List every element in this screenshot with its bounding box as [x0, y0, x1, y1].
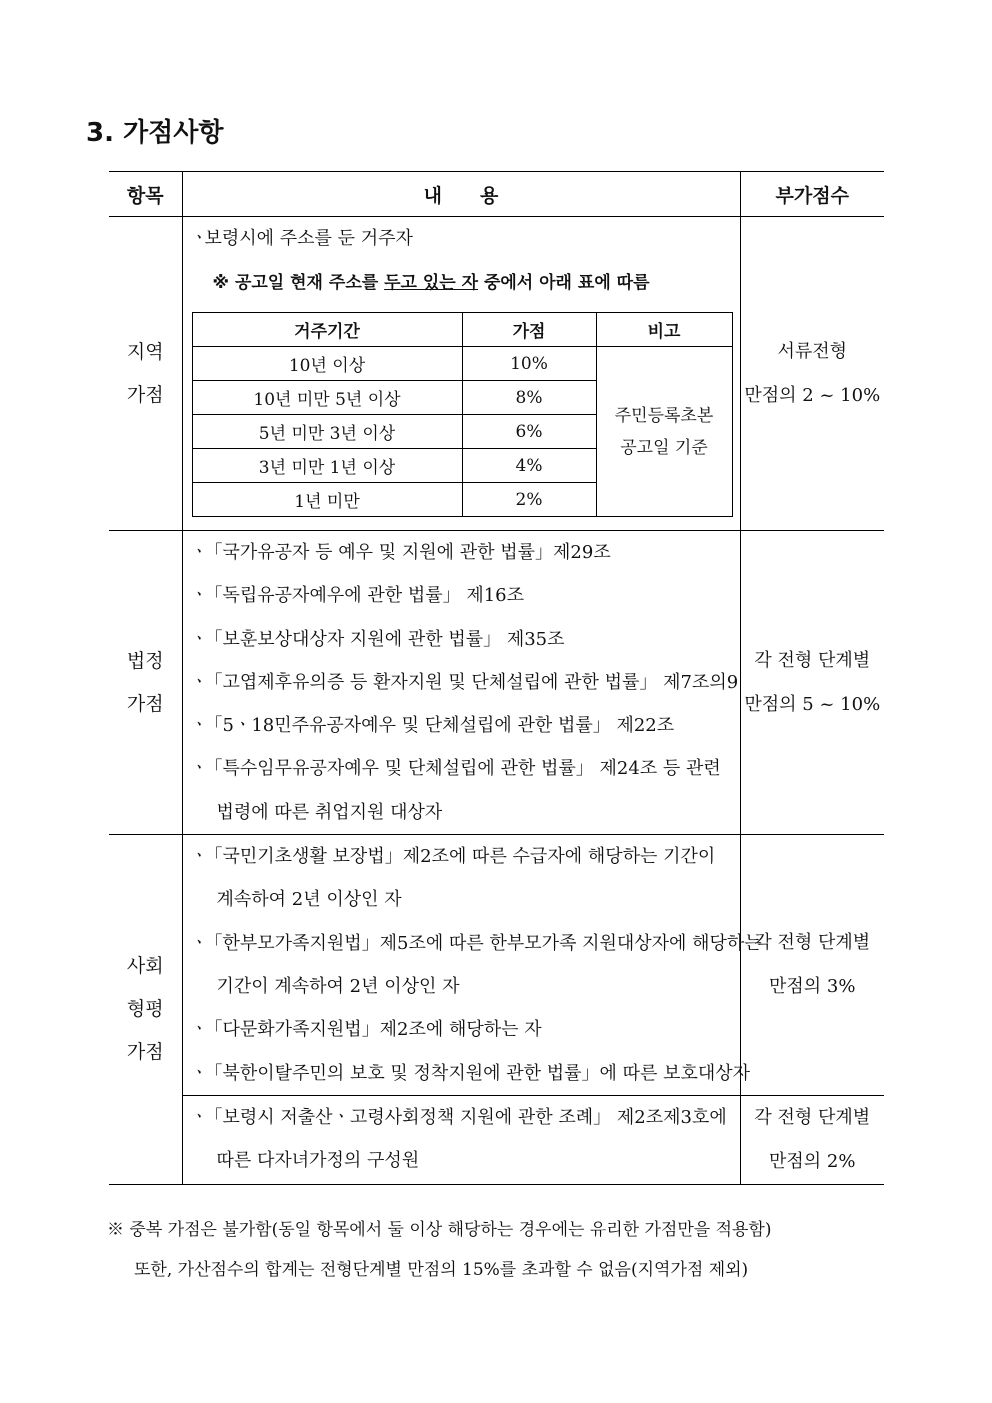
- list-item: ㆍ 「국가유공자 등 예우 및 지원에 관한 법률」제29조: [190, 542, 611, 563]
- regional-score: 서류전형 만점의 2 ~ 10%: [740, 217, 884, 531]
- social-category: 사회 형평 가점: [109, 835, 182, 1185]
- list-item: ㆍ 「고엽제후유의증 등 환자지원 및 단체설립에 관한 법률」 제7조의9: [190, 671, 739, 693]
- header-category: 항목: [109, 172, 182, 217]
- social-score: 각 전형 단계별 만점의 3%: [740, 835, 884, 1096]
- residence-period-table: [192, 312, 733, 517]
- table-row: 5년 미만 3년 이상 6%: [192, 415, 732, 449]
- regional-note: ※ 공고일 현재 주소를 두고 있는 자 중에서 아래 표에 따름: [212, 273, 650, 293]
- regional-row: [109, 217, 884, 531]
- list-item: ㆍ 「다문화가족지원법」제2조에 해당하는 자: [190, 1019, 542, 1041]
- list-item: ㆍ 「독립유공자예우에 관한 법률」 제16조: [190, 585, 524, 607]
- social-sub-row: [109, 1095, 884, 1184]
- social-sub-score: 각 전형 단계별 만점의 2%: [740, 1095, 884, 1184]
- social-row: [109, 835, 884, 1096]
- inner-header-row: [192, 313, 732, 347]
- footnote-line-2: 또한, 가산점수의 합계는 전형단계별 만점의 15%를 초과할 수 없음(지역가점 제외): [134, 1260, 749, 1280]
- table-row: 3년 미만 1년 이상 4%: [192, 449, 732, 483]
- list-item: ㆍ 「한부모가족지원법」제5조에 따른 한부모가족 지원대상자에 해당하는 기간이 계속하여 2년 이상인 자: [190, 932, 762, 997]
- header-content: 내 용: [182, 172, 740, 217]
- legal-row: [109, 531, 884, 835]
- legal-content: [182, 531, 740, 835]
- section-title: 3. 가점사항: [86, 118, 224, 148]
- table-header-row: [109, 172, 884, 217]
- regional-category: 지역 가점: [109, 217, 182, 531]
- social-content: [182, 835, 762, 1096]
- footnote: [107, 1210, 887, 1290]
- memo-cell: 주민등록초본 공고일 기준: [596, 347, 732, 517]
- list-item: ㆍ 보령시에 주소를 둔 거주자: [191, 217, 734, 260]
- inner-header-points: 가점: [462, 313, 596, 347]
- list-item: ㆍ 「북한이탈주민의 보호 및 정착지원에 관한 법률」에 따른 보호대상자: [190, 1062, 751, 1084]
- list-item: ㆍ 「국민기초생활 보장법」제2조에 따른 수급자에 해당하는 기간이 계속하여 2년 이상인 자: [190, 846, 716, 911]
- bullet-dot-icon: ㆍ: [190, 228, 208, 249]
- bonus-points-table: [109, 171, 884, 1185]
- inner-header-period: 거주기간: [192, 313, 462, 347]
- legal-score: 각 전형 단계별 만점의 5 ~ 10%: [740, 531, 884, 835]
- table-row: 1년 미만 2%: [192, 483, 732, 517]
- list-item: ㆍ 「5ㆍ18민주유공자예우 및 단체설립에 관한 법률」 제22조: [190, 715, 675, 737]
- legal-category: 법정 가점: [109, 531, 182, 835]
- table-row: 10년 이상 10% 주민등록초본 공고일 기준: [192, 347, 732, 381]
- table-row: 10년 미만 5년 이상 8%: [192, 381, 732, 415]
- inner-header-memo: 비고: [596, 313, 732, 347]
- regional-content: [182, 217, 740, 531]
- social-sub-content: [182, 1095, 740, 1184]
- header-score: 부가점수: [740, 172, 884, 217]
- list-item: ㆍ 「특수임무유공자예우 및 단체설립에 관한 법률」 제24조 등 관련 법령에 따른 취업지원 대상자: [190, 758, 721, 823]
- list-item: ㆍ 「보훈보상대상자 지원에 관한 법률」 제35조: [190, 628, 565, 650]
- footnote-line-1: ※ 중복 가점은 불가함(동일 항목에서 둘 이상 해당하는 경우에는 유리한 가점만을 적용함): [107, 1220, 772, 1240]
- list-item: ㆍ 「보령시 저출산ㆍ고령사회정책 지원에 관한 조례」 제2조제3호에 따른 다자녀가정의 구성원: [190, 1106, 727, 1172]
